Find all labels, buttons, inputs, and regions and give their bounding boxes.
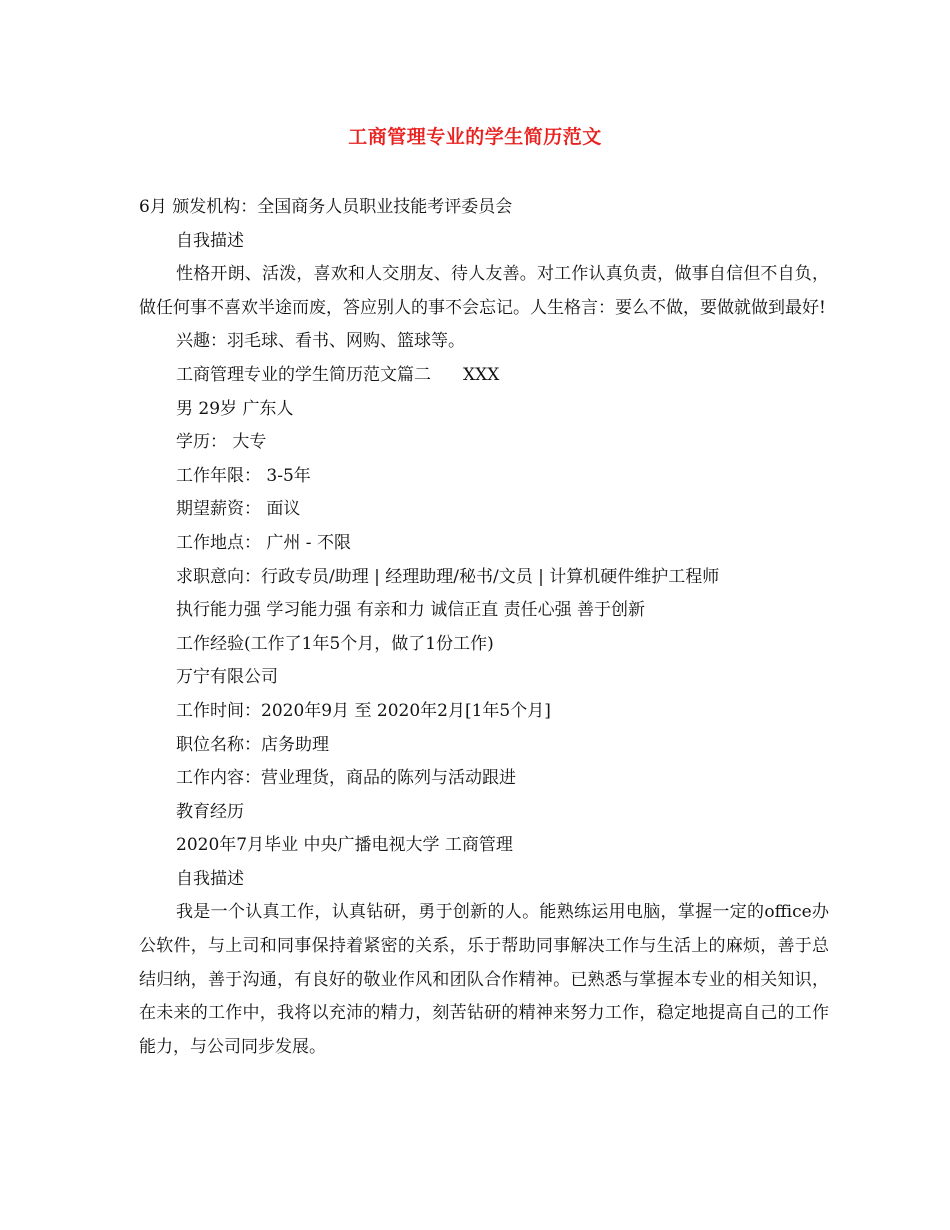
personal-info-line: 男 29岁 广东人 [176,398,294,419]
job-content-line: 工作内容：营业理货，商品的陈列与活动跟进 [176,768,516,789]
graduation-line: 2020年7月毕业 中央广播电视大学 工商管理 [176,835,513,856]
education-level-line: 学历： 大专 [176,432,267,453]
position-title-line: 职位名称：店务助理 [176,734,329,755]
candidate-name: XXX [463,364,500,385]
document-body [139,191,829,1064]
job-intention-line: 求职意向：行政专员/助理 | 经理助理/秘书/文员 | 计算机硬件维护工程师 [176,566,720,587]
resume-two-heading: 工商管理专业的学生简历范文篇二 [176,364,431,385]
self-description-heading-2: 自我描述 [176,868,244,889]
work-years-line: 工作年限： 3-5年 [176,465,311,486]
self-description-paragraph: 我是一个认真工作，认真钻研，勇于创新的人。能熟练运用电脑，掌握一定的office办公软件，与上司和同事保持着紧密的关系，乐于帮助同事解决工作与生活上的麻烦，善于总结归纳，善于沟通，有良好的敬业作风和团队合作精神。已熟悉与掌握本专业的相关知识，在未来的工作中，我将以充沛的精力，刻苦钻研的精神来努力工作，稳定地提高自己的工作能力，与公司同步发展。 [139,902,829,1057]
expected-salary-line: 期望薪资： 面议 [176,499,301,520]
education-heading: 教育经历 [176,801,244,822]
company-name: 万宁有限公司 [176,667,278,688]
strengths-line: 执行能力强 学习能力强 有亲和力 诚信正直 责任心强 善于创新 [176,600,646,621]
certificate-issuer-line: 6月 颁发机构：全国商务人员职业技能考评委员会 [139,197,513,217]
work-experience-heading: 工作经验(工作了1年5个月，做了1份工作) [176,633,494,654]
work-period-line: 工作时间：2020年9月 至 2020年2月[1年5个月] [176,700,551,721]
work-location-line: 工作地点： 广州 - 不限 [176,532,351,553]
personality-paragraph: 性格开朗、活泼，喜欢和人交朋友、待人友善。对工作认真负责，做事自信但不自负，做任何事不喜欢半途而废，答应别人的事不会忘记。人生格言：要么不做，要做就做到最好! [139,264,829,318]
resume-two-heading-line [139,359,829,393]
document-title: 工商管理专业的学生简历范文 [348,126,602,148]
self-description-heading: 自我描述 [176,230,244,251]
hobbies-line: 兴趣：羽毛球、看书、网购、篮球等。 [176,331,465,352]
